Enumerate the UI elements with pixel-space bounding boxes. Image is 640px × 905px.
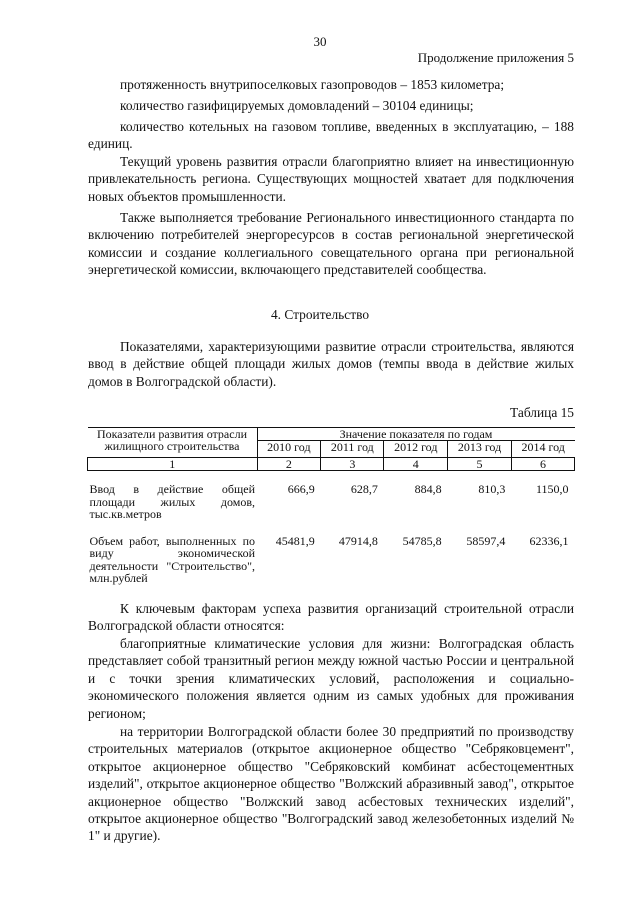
intro-line-households: количество газифицируемых домовладений – 30104 единицы; <box>120 98 474 113</box>
table-cell: 810,3 <box>478 482 506 496</box>
table-column-number: 6 <box>511 458 574 471</box>
paragraph-indicators: Показателями, характеризующими развитие отрасли строительства, являются ввод в действие общей площади жилых домов (темпы ввода в действие жилых домов в Волгоградской области). <box>88 339 574 389</box>
table-cell: 54785,8 <box>402 533 442 548</box>
table-column-number: 1 <box>88 458 258 471</box>
section-heading: 4. Строительство <box>270 307 370 322</box>
paragraph-requirement: Также выполняется требование Регионального инвестиционного стандарта по включению потребителей энергоресурсов в состав региональной энергетической комиссии и создание коллегиального совещательного органа при региональной энергетической комиссии, включающего представителей сообщества. <box>88 210 574 278</box>
paragraph-key-factors: К ключевым факторам успеха развития организаций строительной отрасли Волгоградской области относятся: <box>88 601 574 634</box>
table-cell: 666,9 <box>287 482 315 496</box>
table-cell: 58597,4 <box>466 533 506 548</box>
table-column-number: 5 <box>448 458 512 471</box>
paragraph-enterprises: на территории Волгоградской области более 30 предприятий по производству строительных материалов (открытое акционерное общество "Себряковцемент", открытое акционерное общество "Себряковский комбинат асбестоцементных изделий", открытое акционерное общество "Волжский абразивный завод", открытое акционерное общество "Волжский завод асбестовых технических изделий", открытое акционерное общество "Волгоградский завод железобетонных изделий № 1" и другие). <box>88 724 574 844</box>
construction-indicators-table <box>87 427 575 585</box>
intro-line-boilers: количество котельных на газовом топливе, введенных в эксплуатацию, – 188 единиц. <box>88 119 574 152</box>
table-column-number: 2 <box>257 458 321 471</box>
table-column-number: 3 <box>321 458 384 471</box>
intro-line-gas-pipelines: протяженность внутрипоселковых газопроводов – 1853 километра; <box>120 77 505 92</box>
table-row-label: Ввод в действие общей площади жилых домов, тыс.кв.метров <box>89 482 255 521</box>
table-row <box>88 471 575 521</box>
table-header-year: 2012 год <box>384 441 448 458</box>
paragraph-current-level: Текущий уровень развития отрасли благоприятно влияет на инвестиционную привлекательность региона. Существующих мощностей хватает для подключения новых объектов промышленности. <box>88 154 574 204</box>
table-header-values-by-year: Значение показателя по годам <box>257 428 575 441</box>
table-header-year: 2010 год <box>257 441 321 458</box>
table-column-number: 4 <box>384 458 448 471</box>
paragraph-climate: благоприятные климатические условия для жизни: Волгоградская область представляет собой транзитный регион между южной частью России и центральной и с точки зрения климатических условий, расположения и социально-экономического положения является одним из самых удобных для проживания регионом; <box>88 636 574 721</box>
table-header-year: 2014 год <box>511 441 574 458</box>
table-cell: 884,8 <box>414 482 442 496</box>
table-row <box>88 521 575 585</box>
continuation-note: Продолжение приложения 5 <box>417 50 574 65</box>
table-cell: 45481,9 <box>275 533 315 548</box>
table-cell: 62336,1 <box>529 533 569 548</box>
page-number: 30 <box>313 34 327 49</box>
table-row-label: Объем работ, выполненных по виду экономической деятельности "Строительство", млн.рублей <box>89 533 255 585</box>
table-cell: 47914,8 <box>338 533 378 548</box>
table-header-year: 2013 год <box>448 441 512 458</box>
table-caption: Таблица 15 <box>510 405 574 420</box>
table-header-indicators: Показатели развития отрасли жилищного строительства <box>88 428 258 458</box>
table-cell: 628,7 <box>350 482 378 496</box>
table-header-year: 2011 год <box>321 441 384 458</box>
table-cell: 1150,0 <box>535 482 569 496</box>
